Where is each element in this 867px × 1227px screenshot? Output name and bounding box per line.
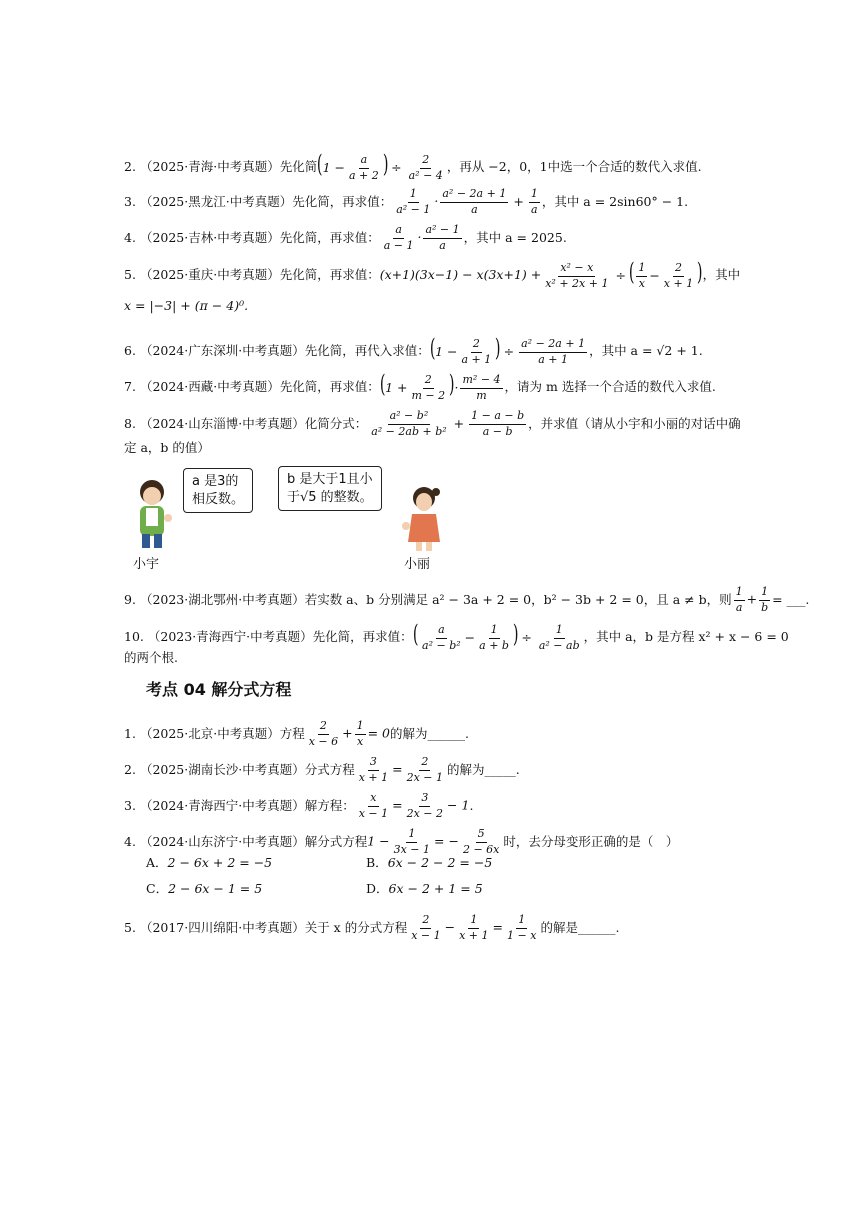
question-tail: 的解为______. xyxy=(390,725,469,741)
question-number: 1. xyxy=(124,725,136,741)
question-number: 5. xyxy=(124,267,136,283)
question-number: 4. xyxy=(124,229,136,245)
question-5-line2: x = |−3| + (π − 4)⁰. xyxy=(124,298,249,313)
choice-label: B． xyxy=(366,855,388,870)
question-number: 4. xyxy=(124,833,136,849)
question-tail: ，其中 a = 2025. xyxy=(463,229,567,245)
question-6: 6. （2024·广东深圳·中考真题）先化简，再代入求值： (1 − $\frac{2}{a + 1}$ ) ÷ $\frac{\text{a² − 2a + 1}}{a + 1}$ ，其中 a = √2 + 1. xyxy=(124,334,703,366)
question-8: 8. （2024·山东淄博·中考真题）化简分式： $\frac{\text{a² − b²}}{\text{a² − 2ab + b²}}$ + $\frac{1 - a - b}{a - b}$ ，并求值（请从小宇和小丽的对话中确 xyxy=(124,409,741,438)
question-number: 2. xyxy=(124,159,136,175)
question-2: 2. （2025·青海·中考真题）先化简 (1 − $\frac{a}{a + 2}$ ) ÷ $\frac{2}{\text{a² − 4}}$ ，再从 −2，0，1中选一个合适的数代入求值. xyxy=(124,150,702,182)
choice-label: A． xyxy=(146,855,168,870)
question-source: （2025·青海·中考真题）先化简 xyxy=(139,159,318,175)
girl-bubble-line: b 是大于1且小 xyxy=(287,472,373,487)
girl-speech-bubble xyxy=(278,466,382,511)
section-question-4: 4. （2024·山东济宁·中考真题）解分式方程 1 − $\frac{1}{3x - 1}$ = − $\frac{5}{2 - 6x}$ 时，去分母变形正确的是（ ） xyxy=(124,827,679,856)
question-source: （2024·山东济宁·中考真题）解分式方程 xyxy=(139,833,368,849)
question-tail: 的解为_____. xyxy=(447,761,520,777)
question-source: （2025·湖南长沙·中考真题）分式方程 xyxy=(139,761,355,777)
question-number: 9. xyxy=(124,591,136,607)
question-tail: ，再从 −2，0，1中选一个合适的数代入求值. xyxy=(446,159,702,175)
boy-figure-icon xyxy=(130,478,180,550)
question-source: （2025·黑龙江·中考真题）先化简，再求值： xyxy=(139,193,393,209)
question-tail: ，并求值（请从小宇和小丽的对话中确 xyxy=(528,415,741,431)
question-tail: ，请为 m 选择一个合适的数代入求值. xyxy=(504,379,716,395)
boy-speech-bubble xyxy=(183,468,253,513)
question-source: （2024·青海西宁·中考真题）解方程： xyxy=(139,797,355,813)
question-number: 6. xyxy=(124,343,136,359)
question-source: （2023·青海西宁·中考真题）先化简，再求值： xyxy=(147,629,413,645)
choice-text: 6x − 2 − 2 = −5 xyxy=(387,855,493,870)
question-tail: = ___. xyxy=(772,591,810,607)
girl-figure-icon xyxy=(396,486,446,552)
section-question-1: 1. （2025·北京·中考真题）方程 $\frac{2}{x - 6}$ + $\frac{1}{x}$ = 0 的解为______. xyxy=(124,719,469,748)
girl-name: 小丽 xyxy=(404,557,431,572)
question-number: 3. xyxy=(124,797,136,813)
question-number: 8. xyxy=(124,415,136,431)
question-number: 3. xyxy=(124,193,136,209)
choice-text: 2 − 6x + 2 = −5 xyxy=(167,855,273,870)
question-tail: ，其中 xyxy=(702,267,741,283)
section-question-3: 3. （2024·青海西宁·中考真题）解方程： $\frac{x}{x - 1}$ = $\frac{3}{2x - 2}$ − 1 . xyxy=(124,791,474,820)
question-8-line2: 定 a，b 的值） xyxy=(124,440,210,455)
question-number: 2. xyxy=(124,761,136,777)
question-tail: ，其中 a = √2 + 1. xyxy=(589,343,703,359)
boy-name: 小宇 xyxy=(133,557,160,572)
question-source: （2023·湖北鄂州·中考真题）若实数 a、b 分别满足 a² − 3a + 2 = 0，b² − 3b + 2 = 0，且 a ≠ b，则 xyxy=(139,591,732,607)
question-tail: 的解是______. xyxy=(540,919,620,935)
question-10: 10. （2023·青海西宁·中考真题）先化简，再求值： ( $\frac{a}{\text{a² − b²}}$ − $\frac{1}{a + b}$ ) ÷ $\frac{1}{\text{a² − ab}}$ ，其中 a，b 是方程 x² + x − 6 = 0 xyxy=(124,620,789,652)
section-title: 考点 04 解分式方程 xyxy=(146,680,292,699)
question-3: 3. （2025·黑龙江·中考真题）先化简，再求值： $\frac{1}{\text{a² − 1}}$ · $\frac{\text{a² − 2a + 1}}{a}$ + $\frac{1}{a}$ ，其中 a = 2sin60° − 1. xyxy=(124,187,689,216)
choice-c[interactable] xyxy=(146,883,262,896)
question-tail: . xyxy=(469,797,474,813)
choice-label: D． xyxy=(366,881,389,896)
question-source: （2025·吉林·中考真题）先化简，再求值： xyxy=(139,229,380,245)
question-source: （2024·西藏·中考真题）先化简，再求值： xyxy=(139,379,380,395)
question-5: 5. （2025·重庆·中考真题）先化简，再求值： (x+1)(3x−1) − x(3x+1) + $\frac{\text{x² − x}}{\text{x² + 2x + 1}}$ ÷ ( $\frac{1}{x}$ − $\frac{2}{x + 1}$ ) ，其中 xyxy=(124,258,741,290)
question-source: （2025·北京·中考真题）方程 xyxy=(139,725,305,741)
question-tail: ，其中 a = 2sin60° − 1. xyxy=(541,193,689,209)
choice-b[interactable] xyxy=(366,857,492,870)
question-source: （2024·山东淄博·中考真题）化简分式： xyxy=(139,415,368,431)
question-tail: 时，去分母变形正确的是（ ） xyxy=(503,833,679,849)
section-question-5: 5. （2017·四川绵阳·中考真题）关于 x 的分式方程 $\frac{2}{x - 1}$ − $\frac{1}{x + 1}$ = $\frac{1}{1 - x}$ 的解是______. xyxy=(124,913,620,942)
girl-bubble-line: 于√5 的整数。 xyxy=(287,489,373,505)
boy-bubble-line: 相反数。 xyxy=(192,491,245,507)
question-source: （2024·广东深圳·中考真题）先化简，再代入求值： xyxy=(139,343,430,359)
choice-text: 2 − 6x − 1 = 5 xyxy=(168,881,263,896)
question-source: （2025·重庆·中考真题）先化简，再求值： xyxy=(139,267,380,283)
question-9: 9. （2023·湖北鄂州·中考真题）若实数 a、b 分别满足 a² − 3a + 2 = 0，b² − 3b + 2 = 0，且 a ≠ b，则 $\frac{1}{a}$ + $\frac{1}{b}$ = ___. xyxy=(124,585,810,614)
question-10-line2: 的两个根. xyxy=(124,650,178,665)
question-tail: ，其中 a，b 是方程 x² + x − 6 = 0 xyxy=(583,629,789,645)
choice-text: 6x − 2 + 1 = 5 xyxy=(388,881,483,896)
question-number: 10. xyxy=(124,629,144,645)
question-number: 7. xyxy=(124,379,136,395)
boy-bubble-line: a 是3的 xyxy=(192,474,239,489)
question-expression: (x+1)(3x−1) − x(3x+1) + xyxy=(379,267,542,283)
section-question-2: 2. （2025·湖南长沙·中考真题）分式方程 $\frac{3}{x + 1}$ = $\frac{2}{2x - 1}$ 的解为_____. xyxy=(124,755,520,784)
question-4: 4. （2025·吉林·中考真题）先化简，再求值： $\frac{a}{a - 1}$ · $\frac{\text{a² − 1}}{a}$ ，其中 a = 2025. xyxy=(124,223,567,252)
question-7: 7. （2024·西藏·中考真题）先化简，再求值： (1 + $\frac{2}{m - 2}$ )· $\frac{\text{m² − 4}}{m}$ ，请为 m 选择一个合适的数代入求值. xyxy=(124,370,716,402)
question-number: 5. xyxy=(124,919,136,935)
choice-a[interactable] xyxy=(146,857,272,870)
question-source: （2017·四川绵阳·中考真题）关于 x 的分式方程 xyxy=(139,919,408,935)
choice-label: C． xyxy=(146,881,169,896)
choice-d[interactable] xyxy=(366,883,483,896)
